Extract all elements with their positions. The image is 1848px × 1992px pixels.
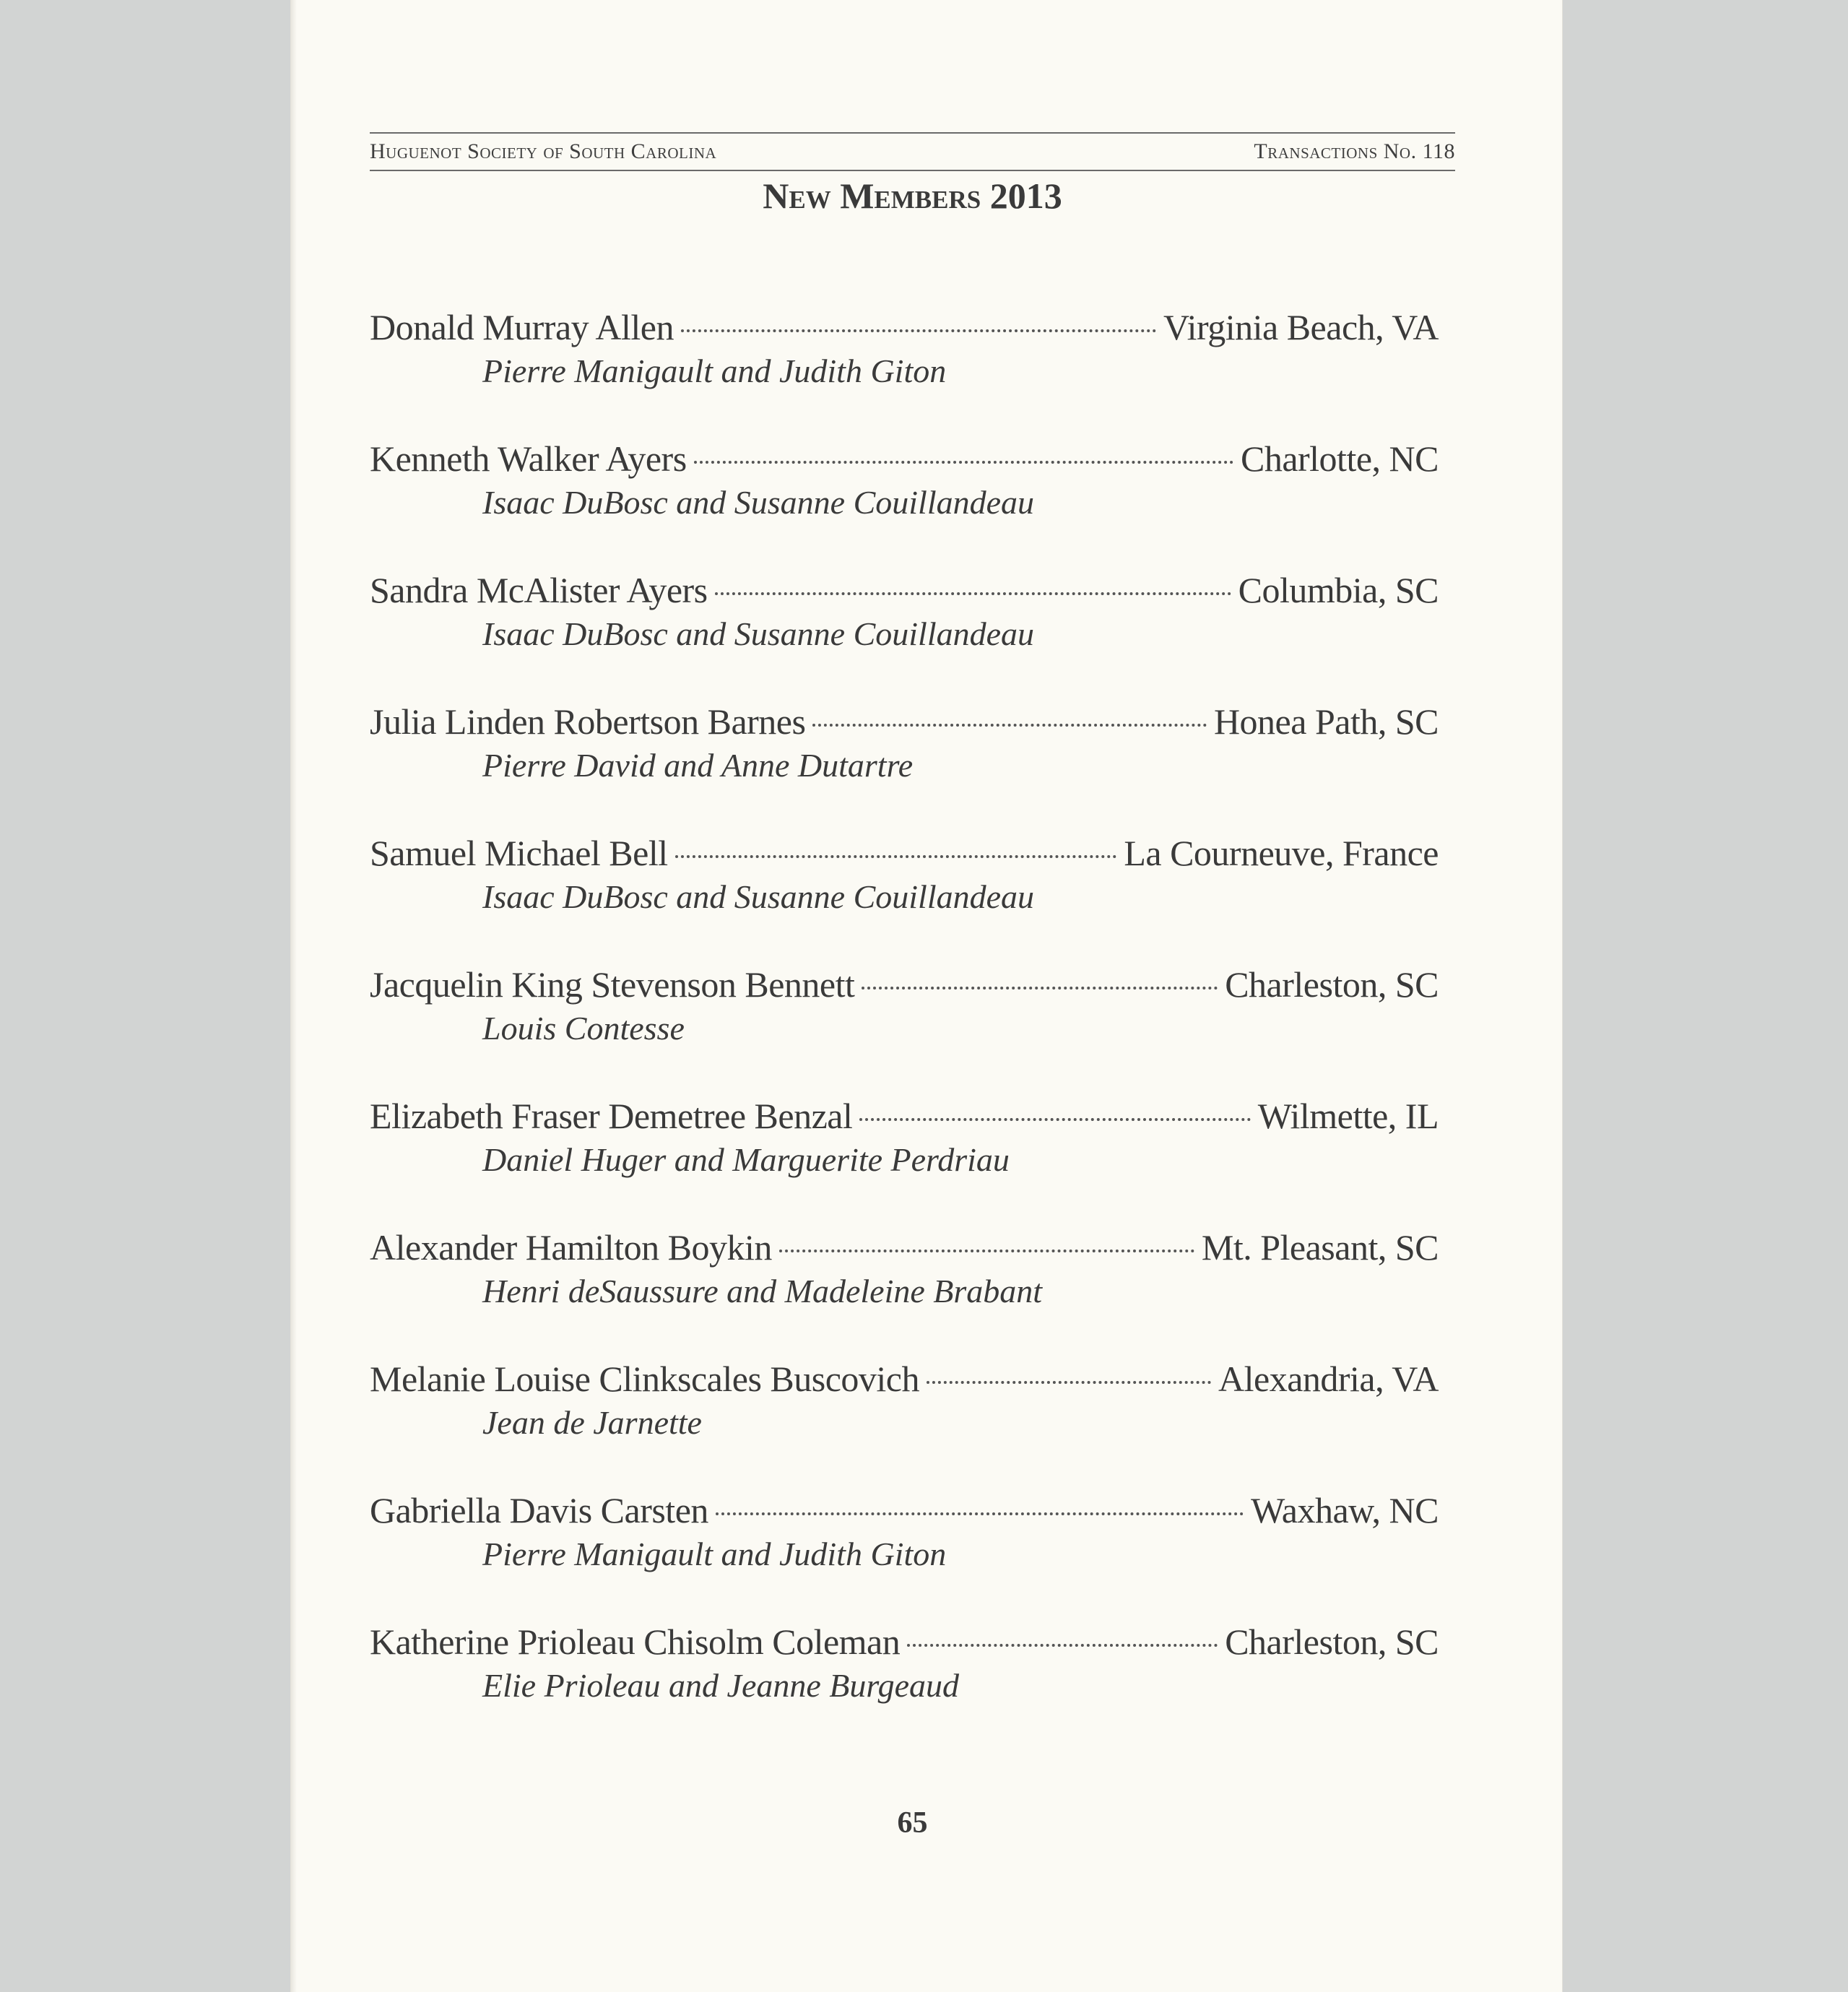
member-location: Wilmette, IL: [1257, 1096, 1439, 1136]
member-ancestors: Jean de Jarnette: [482, 1404, 702, 1441]
dot-leader: [907, 1644, 1218, 1647]
member-ancestors: Daniel Huger and Marguerite Perdriau: [482, 1141, 1010, 1178]
member-line: [370, 1225, 1439, 1270]
member-location: Charleston, SC: [1225, 964, 1439, 1005]
dot-leader: [681, 329, 1156, 332]
member-line: [370, 436, 1439, 481]
member-location: Mt. Pleasant, SC: [1201, 1227, 1439, 1268]
member-location: Alexandria, VA: [1218, 1359, 1439, 1399]
member-location: Columbia, SC: [1238, 570, 1439, 610]
member-line: [370, 1094, 1439, 1138]
member-entry: [370, 699, 1439, 831]
dot-leader: [927, 1381, 1211, 1384]
running-head: [370, 132, 1455, 171]
member-line: [370, 962, 1439, 1007]
member-name: Samuel Michael Bell: [370, 833, 668, 873]
member-location: Honea Path, SC: [1213, 701, 1439, 742]
member-name: Julia Linden Robertson Barnes: [370, 701, 806, 742]
member-name: Gabriella Davis Carsten: [370, 1490, 708, 1530]
dot-leader: [715, 592, 1231, 595]
member-name: Kenneth Walker Ayers: [370, 438, 687, 479]
member-name: Elizabeth Fraser Demetree Benzal: [370, 1096, 853, 1136]
running-head-left: Huguenot Society of South Carolina: [370, 139, 717, 163]
member-entry: [370, 568, 1439, 699]
dot-leader: [862, 987, 1218, 989]
member-line: [370, 699, 1439, 744]
member-ancestors: Louis Contesse: [482, 1010, 685, 1047]
member-ancestors: Elie Prioleau and Jeanne Burgeaud: [482, 1667, 960, 1704]
dot-leader: [716, 1512, 1244, 1515]
member-location: Charlotte, NC: [1240, 438, 1439, 479]
page-gutter-shadow: [291, 0, 297, 1992]
member-entry: [370, 1225, 1439, 1356]
dot-leader: [779, 1250, 1194, 1252]
member-entry: [370, 1619, 1439, 1751]
member-entry: [370, 305, 1439, 436]
member-list: [370, 305, 1439, 1751]
section-title: New Members 2013: [763, 176, 1062, 216]
member-line: [370, 305, 1439, 350]
member-entry: [370, 962, 1439, 1094]
member-line: [370, 1619, 1439, 1664]
member-ancestors: Pierre Manigault and Judith Giton: [482, 352, 947, 389]
member-ancestors: Isaac DuBosc and Susanne Couillandeau: [482, 878, 1035, 915]
member-entry: [370, 831, 1439, 962]
member-name: Alexander Hamilton Boykin: [370, 1227, 772, 1268]
dot-leader: [694, 461, 1233, 464]
member-ancestors: Isaac DuBosc and Susanne Couillandeau: [482, 615, 1035, 652]
member-name: Jacquelin King Stevenson Bennett: [370, 964, 855, 1005]
member-name: Donald Murray Allen: [370, 307, 674, 347]
dot-leader: [812, 724, 1207, 727]
member-location: Charleston, SC: [1225, 1621, 1439, 1662]
member-line: [370, 1488, 1439, 1533]
member-location: Virginia Beach, VA: [1163, 307, 1439, 347]
member-name: Katherine Prioleau Chisolm Coleman: [370, 1621, 901, 1662]
member-line: [370, 831, 1439, 875]
member-name: Sandra McAlister Ayers: [370, 570, 708, 610]
member-location: Waxhaw, NC: [1251, 1490, 1439, 1530]
member-ancestors: Pierre Manigault and Judith Giton: [482, 1536, 947, 1572]
running-head-right: Transactions No. 118: [1254, 139, 1455, 163]
member-line: [370, 1356, 1439, 1401]
dot-leader: [859, 1118, 1250, 1121]
dot-leader: [675, 855, 1117, 858]
member-ancestors: Pierre David and Anne Dutartre: [482, 747, 914, 784]
member-entry: [370, 1488, 1439, 1619]
member-entry: [370, 1356, 1439, 1488]
member-ancestors: Isaac DuBosc and Susanne Couillandeau: [482, 484, 1035, 521]
member-location: La Courneuve, France: [1124, 833, 1439, 873]
member-entry: [370, 436, 1439, 568]
page-number: 65: [897, 1806, 928, 1840]
member-name: Melanie Louise Clinkscales Buscovich: [370, 1359, 920, 1399]
member-entry: [370, 1094, 1439, 1225]
member-line: [370, 568, 1439, 612]
member-ancestors: Henri deSaussure and Madeleine Brabant: [482, 1273, 1043, 1309]
